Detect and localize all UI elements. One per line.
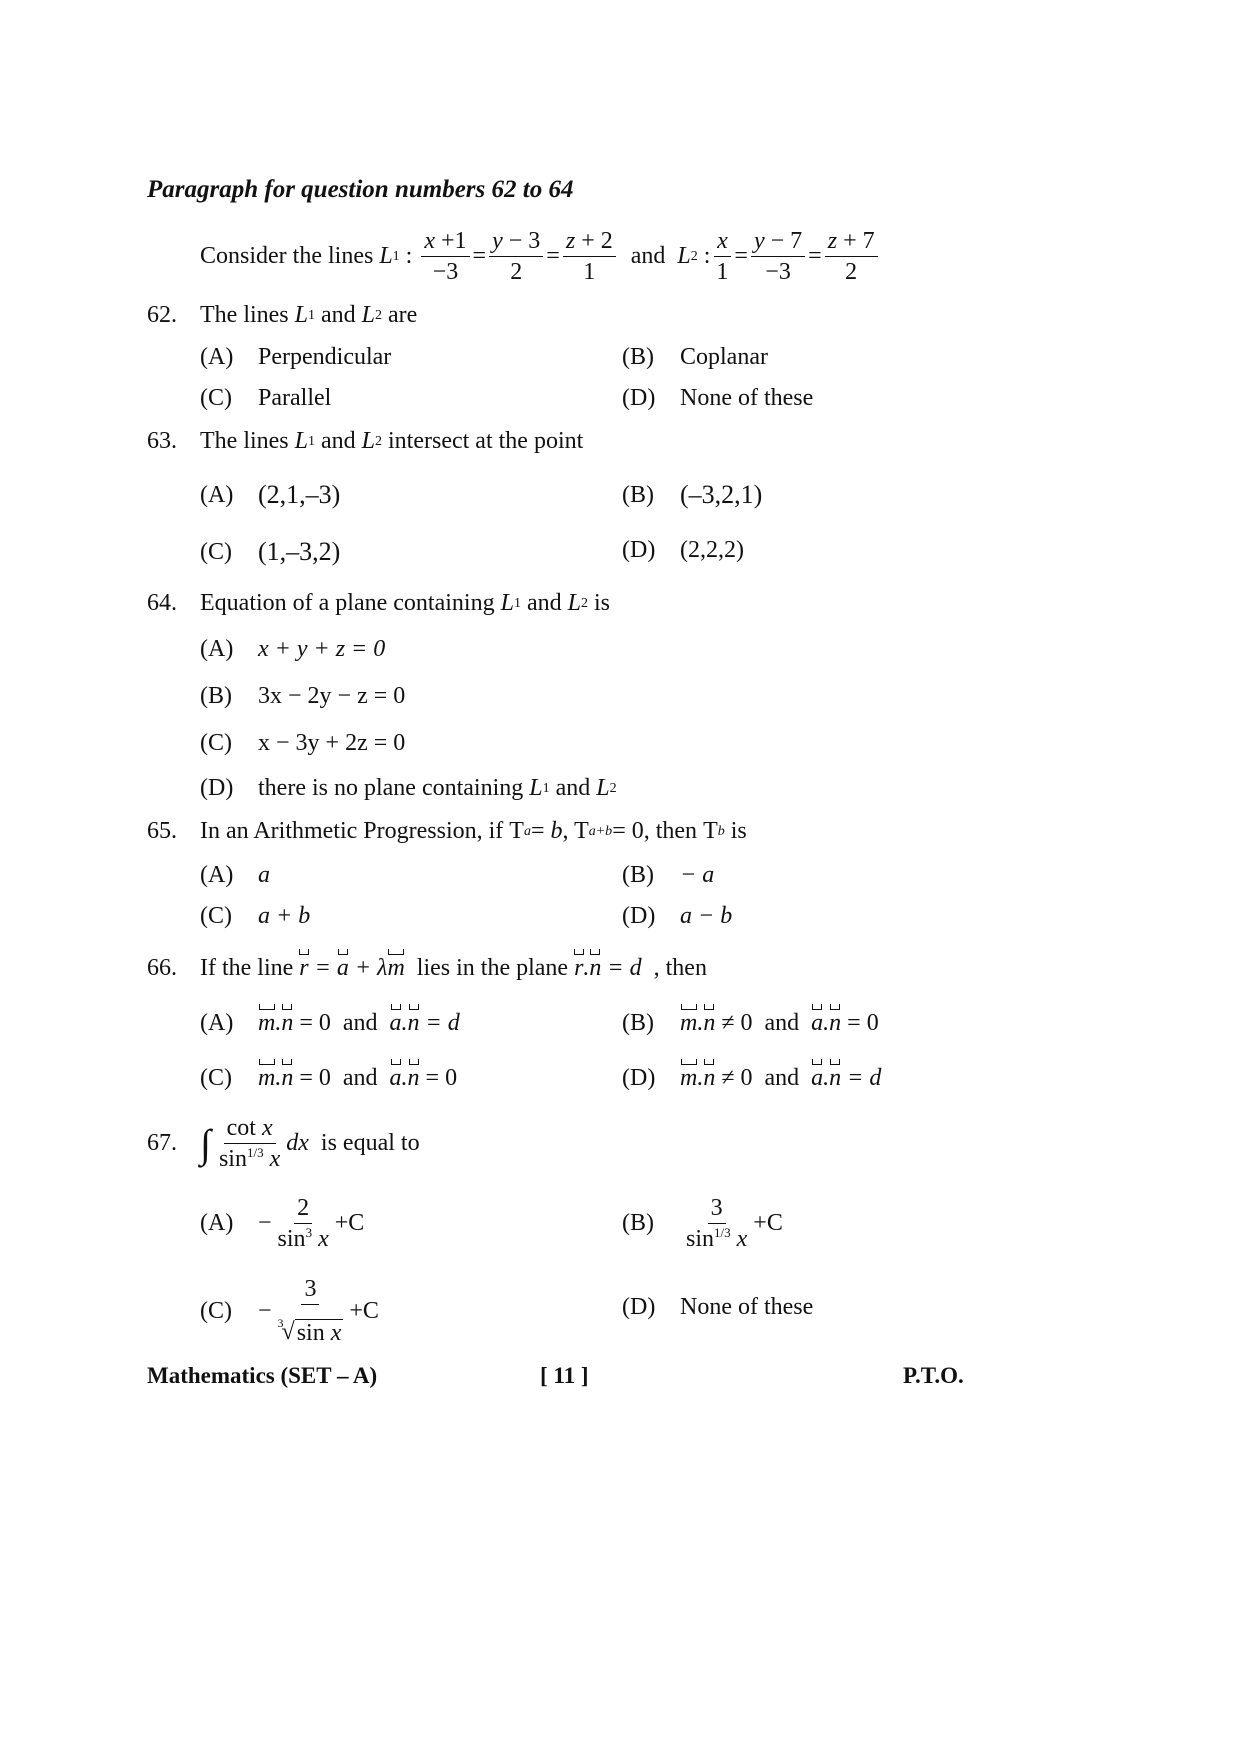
question-63: 63. The lines L 1 and L 2 intersect at the point xyxy=(147,428,584,454)
intro-and: and xyxy=(630,243,666,270)
option-b: (B) Coplanar xyxy=(622,344,768,370)
question-text: The lines xyxy=(200,302,289,328)
question-text: and xyxy=(526,590,562,616)
fraction: $\frac{z + 7}{2}$ xyxy=(825,228,878,286)
question-number: 62. xyxy=(147,302,177,328)
option-c: (C) (1,–3,2) xyxy=(200,537,341,566)
option-a: (A) (2,1,–3) xyxy=(200,480,341,509)
fraction: $\frac{y - 3}{2}$ xyxy=(489,228,543,286)
question-text: is xyxy=(593,590,610,616)
paragraph-heading: Paragraph for question numbers 62 to 64 xyxy=(147,176,574,203)
option-c: (C) − 3 3 √ sin x +C xyxy=(200,1276,379,1347)
option-c: (C) a + b xyxy=(200,903,311,929)
footer-pto: P.T.O. xyxy=(903,1363,964,1388)
question-text: Equation of a plane containing xyxy=(200,590,495,616)
question-text: and xyxy=(321,302,356,328)
question-number: 63. xyxy=(147,428,177,454)
option-a: (A) m.n = 0 and a.n = d xyxy=(200,1010,460,1036)
page-number: [ 11 ] xyxy=(540,1363,589,1388)
option-d: (D) (2,2,2) xyxy=(622,537,744,563)
fraction: $\frac{y - 7}{-3}$ xyxy=(751,228,805,286)
question-67: 67. ∫ $\frac{\text{cot x}}{\sin^{1/3} x}$ dx is equal to xyxy=(147,1115,420,1173)
question-text: lies in the plane xyxy=(416,955,569,981)
question-62: 62. The lines L 1 and L 2 are xyxy=(147,302,418,328)
intro-line: Consider the lines L 1 : $\frac{x +1}{-3}$ = $\frac{y - 3}{2}$ = $\frac{z + 2}{1}$ and L 2 : $\frac{x}{1}$ = $\frac{y - 7}{-3}$ = $\frac{z + 7}{2}$ xyxy=(200,228,881,286)
option-b: (B) $\frac{3}{\sin^{1/3} x}$ +C xyxy=(622,1195,783,1253)
option-d: (D) None of these xyxy=(622,385,814,411)
option-d: (D) m.n ≠ 0 and a.n = d xyxy=(622,1065,882,1091)
question-text: intersect at the point xyxy=(388,428,584,454)
question-text: is equal to xyxy=(320,1130,420,1157)
option-d: (D) there is no plane containing L 1 and L 2 xyxy=(200,775,617,801)
fraction: $\frac{\text{cot x}}{\sin^{1/3} x}$ xyxy=(218,1115,281,1173)
question-text: , then xyxy=(643,818,698,844)
option-a: (A) x + y + z = 0 xyxy=(200,636,386,662)
option-a: (A) Perpendicular xyxy=(200,344,392,370)
question-number: 66. xyxy=(147,955,177,981)
option-b: (B) − a xyxy=(622,862,715,888)
fraction: $\frac{z + 2}{1}$ xyxy=(563,228,616,286)
question-65: 65. In an Arithmetic Progression, if T a = b , T a+b = 0 , then T b is xyxy=(147,818,747,844)
question-text: are xyxy=(388,302,418,328)
question-text: If the line xyxy=(200,955,294,981)
option-b: (B) (–3,2,1) xyxy=(622,480,763,509)
question-text: and xyxy=(321,428,356,454)
question-64: 64. Equation of a plane containing L 1 and L 2 is xyxy=(147,590,610,616)
question-66: 66. If the line r = a + λm lies in the plane r.n = d , then xyxy=(147,955,707,981)
question-text: is xyxy=(730,818,747,844)
question-number: 64. xyxy=(147,590,177,616)
option-d: (D) None of these xyxy=(622,1294,814,1320)
footer-subject: Mathematics (SET – A) xyxy=(147,1363,378,1388)
option-c: (C) x − 3y + 2z = 0 xyxy=(200,730,406,756)
question-text: The lines xyxy=(200,428,289,454)
option-a: (A) a xyxy=(200,862,270,888)
intro-text: Consider the lines xyxy=(200,243,374,270)
question-text: , then xyxy=(653,955,707,981)
question-number: 65. xyxy=(147,818,177,844)
option-b: (B) m.n ≠ 0 and a.n = 0 xyxy=(622,1010,879,1036)
fraction: $\frac{x +1}{-3}$ xyxy=(421,228,469,286)
option-d: (D) a − b xyxy=(622,903,733,929)
option-c: (C) m.n = 0 and a.n = 0 xyxy=(200,1065,458,1091)
fraction: $\frac{x}{1}$ xyxy=(713,228,731,286)
question-number: 67. xyxy=(147,1130,177,1157)
option-a: (A) − $\frac{2}{\sin^3 x}$ +C xyxy=(200,1195,365,1253)
option-b: (B) 3x − 2y − z = 0 xyxy=(200,683,406,709)
question-text: In an Arithmetic Progression, if xyxy=(200,818,504,844)
option-c: (C) Parallel xyxy=(200,385,332,411)
